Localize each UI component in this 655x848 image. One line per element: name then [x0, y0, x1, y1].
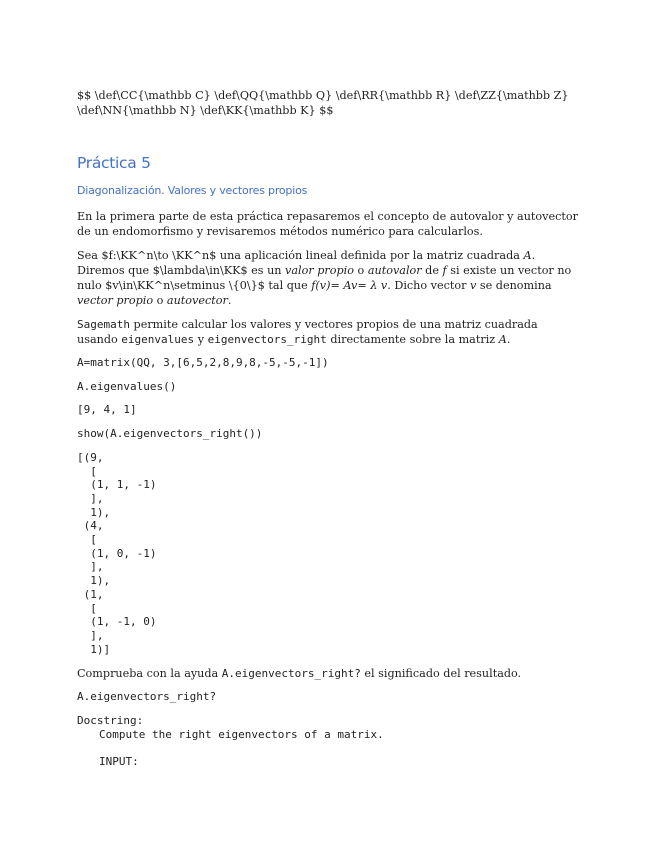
sage-paragraph [77, 317, 579, 347]
def-term-autovalor: autovalor [367, 264, 422, 277]
def-text-5: . Dicho vector [387, 279, 470, 292]
math-definitions: $$ \def\CC{\mathbb C} \def\QQ{\mathbb Q} \def\RR{\mathbb R} \def\ZZ{\mathbb Z} \def\NN{\mathbb N} \def\KK{\mathbb K} $$ [77, 89, 569, 117]
def-or-2: o [153, 294, 167, 307]
def-text-6: se denomina [476, 279, 552, 292]
def-term-valor-propio: valor propio [285, 264, 354, 277]
check-code: A.eigenvectors_right? [221, 667, 361, 681]
def-term-vector-propio: vector propio [77, 294, 154, 307]
docstring-output [77, 714, 579, 769]
sagemath-name: Sagemath [77, 318, 130, 331]
docstring-blank [77, 741, 579, 755]
sage-matrix-A: A [498, 333, 507, 346]
def-or-1: o [353, 264, 368, 277]
check-paragraph [77, 666, 579, 681]
def-text-4: si existe un vector no nulo $v\in\KK^n\setminus \{0\}$ tal que [77, 264, 572, 292]
output-eigenvectors: [(9, [ (1, 1, -1) ], 1), (4, [ (1, 0, -1) ], 1), (1, [ (1, -1, 0) ], 1)] [77, 450, 157, 656]
def-text-7: . [227, 294, 232, 307]
docstring-line-1: Compute the right eigenvectors of a matrix. [99, 727, 384, 741]
intro-paragraph: En la primera parte de esta práctica repasaremos el concepto de autovalor y autovector de un endomorfismo y revisaremos métodos numérico para calcularlos. [77, 210, 578, 238]
check-text-1: Comprueba con la ayuda [77, 667, 222, 681]
section-subtitle: Diagonalización. Valores y vectores propios [77, 184, 308, 197]
def-text-1: Sea $f:\KK^n\to \KK^n$ una aplicación lineal definida por la matriz cuadrada [77, 249, 524, 262]
sage-text-1: permite calcular los valores y vectores propios de una matriz cuadrada usando [77, 318, 538, 346]
code-cell-matrix[interactable]: A=matrix(QQ, 3,[6,5,2,8,9,8,-5,-5,-1]) [77, 356, 329, 369]
check-text-2: el significado del resultado. [360, 667, 522, 681]
code-cell-help[interactable]: A.eigenvectors_right? [77, 690, 217, 704]
def-equation: f(v)= Av= λ v [311, 279, 388, 292]
sage-text-4: . [506, 333, 511, 346]
def-term-autovector: autovector [166, 294, 228, 307]
docstring-input: INPUT: [99, 755, 139, 769]
sage-text-2: y [194, 333, 208, 346]
def-matrix-A: A [523, 249, 532, 262]
output-eigenvalues: [9, 4, 1] [77, 403, 137, 417]
page-title: Práctica 5 [77, 154, 151, 172]
def-f: f [442, 264, 447, 277]
def-v: v [470, 279, 477, 292]
sage-text-3: directamente sobre la matriz [326, 333, 499, 346]
code-cell-eigenvalues[interactable]: A.eigenvalues() [77, 379, 177, 393]
docstring-label: Docstring: [77, 714, 144, 728]
def-text-3: de [421, 264, 443, 277]
eigenvalues-code: eigenvalues [121, 333, 195, 346]
def-text-2: . Diremos que $\lambda\in\KK$ es un [77, 249, 536, 277]
eigenvectors-right-code: eigenvectors_right [207, 333, 327, 346]
code-cell-show[interactable]: show(A.eigenvectors_right()) [77, 427, 263, 441]
definition-paragraph [77, 248, 579, 308]
